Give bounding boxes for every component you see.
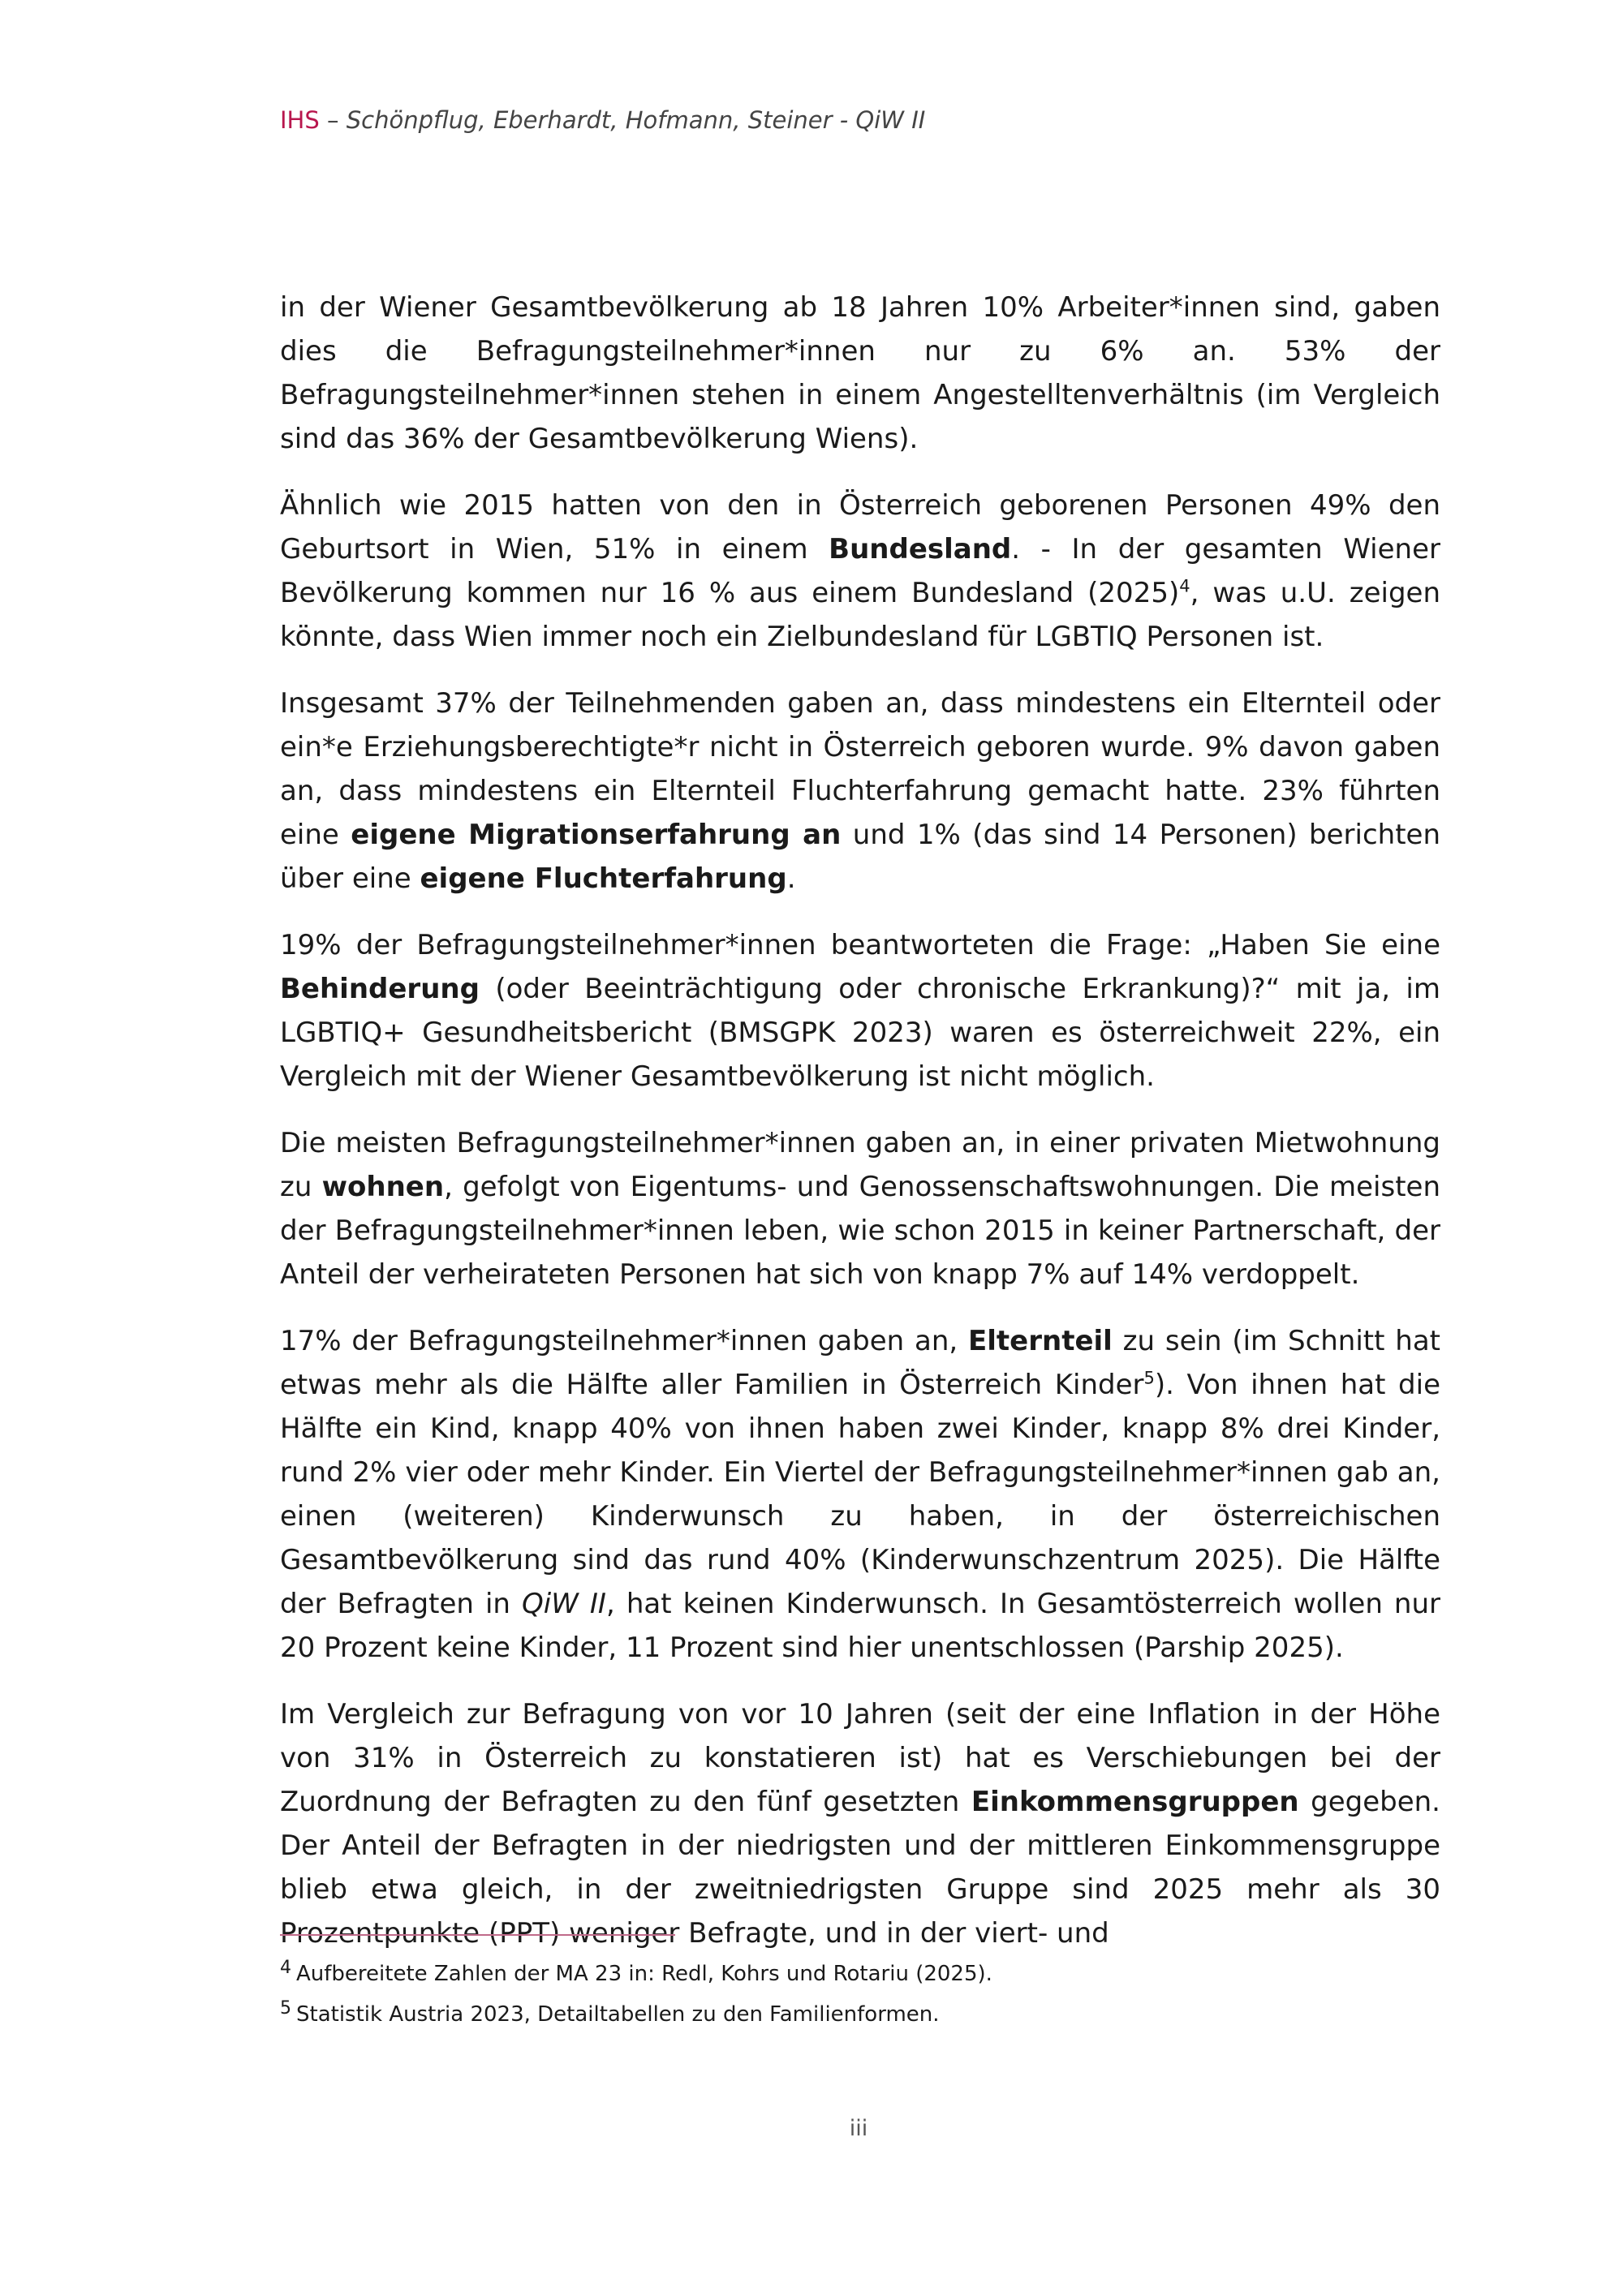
term-einkommensgruppen: Einkommensgruppen xyxy=(971,1786,1299,1818)
body-text xyxy=(280,286,1440,1978)
paragraph-housing: Die meisten Befragungsteilnehmer*innen gaben an, in einer privaten Mietwohnung zu wohnen, gefolgt von Eigentums- und Genossenschaftswohnungen. Die meisten der Befragungsteilnehmer*innen leben, wie schon 2015 in keiner Partnerschaft, der Anteil der verheirateten Personen hat sich von knapp 7% auf 14% verdoppelt. xyxy=(280,1127,1441,1291)
term-wohnen: wohnen xyxy=(321,1171,445,1203)
term-flucht: eigene Fluchterfahrung xyxy=(420,862,787,895)
footnote-separator xyxy=(280,1934,675,1936)
term-bundesland: Bundesland xyxy=(829,533,1012,565)
footnotes xyxy=(280,1954,1440,2035)
footnote-5 xyxy=(280,1994,1440,2035)
term-qiw-ii: QiW II xyxy=(522,1588,606,1620)
header-separator: – xyxy=(319,106,347,134)
footnote-text: Aufbereitete Zahlen der MA 23 in: Redl, Kohrs und Rotariu (2025). xyxy=(296,1962,992,1986)
header-org: IHS xyxy=(280,106,320,134)
paragraph-disability: 19% der Befragungsteilnehmer*innen beantworteten die Frage: „Haben Sie eine Behinderung (oder Beeinträchtigung oder chronische Erkrankung)?“ mit ja, im LGBTIQ+ Gesundheitsbericht (BMSGPK 2023) waren es österreichweit 22%, ein Vergleich mit der Wiener Gesamtbevölkerung ist nicht möglich. xyxy=(280,929,1440,1093)
footnote-ref-5: 5 xyxy=(1143,1368,1155,1388)
page-number: iii xyxy=(849,2116,868,2141)
footnote-number: 4 xyxy=(280,1958,291,1978)
footnote-text: Statistik Austria 2023, Detailtabellen zu den Familienformen. xyxy=(296,2002,940,2027)
paragraph-parenthood: 17% der Befragungsteilnehmer*innen gaben an, Elternteil zu sein (im Schnitt hat etwas mehr als die Hälfte aller Familien in Österreich Kinder$^5$). Von ihnen hat die Hälfte ein Kind, knapp 40% von ihnen haben zwei Kinder, knapp 8% drei Kinder, rund 2% vier oder mehr Kinder. Ein Viertel der Befragungsteilnehmer*innen gab an, einen (weiteren) Kinderwunsch zu haben, in der österreichischen Gesamtbevölkerung sind das rund 40% (Kinderwunschzentrum 2025). Die Hälfte der Befragten in QiW II, hat keinen Kinderwunsch. In Gesamtösterreich wollen nur 20 Prozent keine Kinder, 11 Prozent sind hier unentschlossen (Parship 2025). xyxy=(280,1325,1441,1664)
paragraph-birthplace: Ähnlich wie 2015 hatten von den in Österreich geborenen Personen 49% den Geburtsort in Wien, 51% in einem Bundesland. - In der gesamten Wiener Bevölkerung kommen nur 16 % aus einem Bundesland $(2025)^4$, was u.U. zeigen könnte, dass Wien immer noch ein Zielbundesland für LGBTIQ Personen ist. xyxy=(280,489,1440,653)
term-behinderung: Behinderung xyxy=(280,973,480,1005)
term-elternteil: Elternteil xyxy=(968,1325,1113,1357)
footnote-number: 5 xyxy=(280,1998,291,2019)
paragraph-migration: Insgesamt 37% der Teilnehmenden gaben an, dass mindestens ein Elternteil oder ein*e Erziehungsberechtigte*r nicht in Österreich geboren wurde. 9% davon gaben an, dass mindestens ein Elternteil Fluchterfahrung gemacht hatte. 23% führten eine eigene Migrationserfahrung an und 1% (das sind 14 Personen) berichten über eine eigene Fluchterfahrung. xyxy=(280,687,1441,895)
footnote-ref-4: 4 xyxy=(1179,576,1190,596)
footnote-4 xyxy=(280,1954,1440,1994)
term-migration: eigene Migrationserfahrung an xyxy=(351,819,842,851)
running-header xyxy=(280,104,925,136)
paragraph-income: Im Vergleich zur Befragung von vor 10 Jahren (seit der eine Inflation in der Höhe von 31% in Österreich zu konstatieren ist) hat es Verschiebungen bei der Zuordnung der Befragten zu den fünf gesetzten Einkommensgruppen gegeben. Der Anteil der Befragten in der niedrigsten und der mittleren Einkommensgruppe blieb etwa gleich, in der zweitniedrigsten Gruppe sind 2025 mehr als 30 Prozentpunkte (PPT) weniger Befragte, und in der viert- und xyxy=(280,1698,1440,1950)
paragraph-employment: in der Wiener Gesamtbevölkerung ab 18 Jahren 10% Arbeiter*innen sind, gaben dies die Befragungsteilnehmer*innen nur zu 6% an. 53% der Befragungsteilnehmer*innen stehen in einem Angestelltenverhältnis (im Vergleich sind das 36% der Gesamtbevölkerung Wiens). xyxy=(280,291,1440,455)
header-authors: Schönpflug, Eberhardt, Hofmann, Steiner - QiW II xyxy=(346,106,926,134)
